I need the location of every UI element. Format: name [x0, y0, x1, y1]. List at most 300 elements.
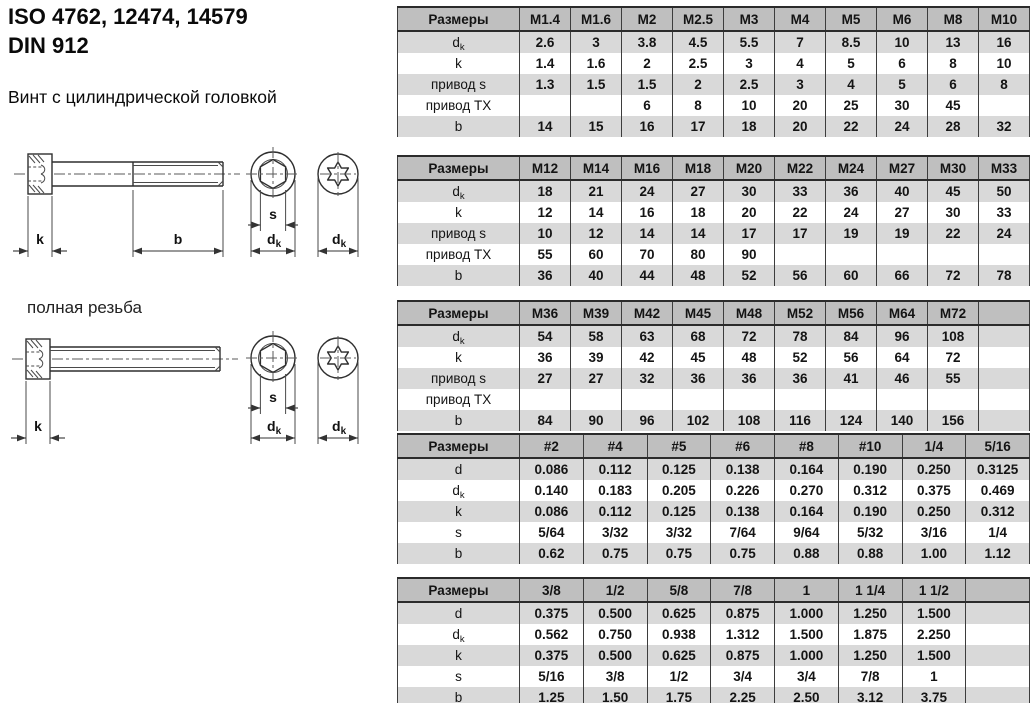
cell: 1.312	[711, 624, 775, 645]
size-column-header: 3/8	[520, 578, 584, 602]
cell: 41	[826, 368, 877, 389]
cell: 20	[775, 95, 826, 116]
size-column-header: M2	[622, 7, 673, 31]
cell: 0.226	[711, 480, 775, 501]
cell: 0.140	[520, 480, 584, 501]
s-dimension-label: s	[269, 389, 277, 405]
cell: 45	[928, 95, 979, 116]
row-label: b	[398, 687, 520, 703]
size-column-header: M36	[520, 301, 571, 325]
cell: 18	[673, 202, 724, 223]
empty-cell	[966, 666, 1030, 687]
cell: 7	[775, 31, 826, 53]
cell: 0.164	[775, 501, 839, 522]
cell: 36	[724, 368, 775, 389]
size-column-header: 5/16	[966, 434, 1030, 458]
cell: 124	[826, 410, 877, 431]
table-corner-header: Размеры	[398, 301, 520, 325]
crosshair-centerlines	[246, 147, 300, 201]
cell: 116	[775, 410, 826, 431]
table-inch-small	[397, 433, 1030, 564]
row-label: k	[398, 645, 520, 666]
row-label: b	[398, 116, 520, 137]
cell: 44	[622, 265, 673, 286]
row-label: привод s	[398, 368, 520, 389]
cell: 7/8	[838, 666, 902, 687]
empty-cell	[966, 624, 1030, 645]
cell: 46	[877, 368, 928, 389]
cell: 0.112	[583, 501, 647, 522]
size-column-header: M10	[979, 7, 1030, 31]
cell: 6	[928, 74, 979, 95]
table-row	[398, 410, 1030, 431]
cell: 6	[622, 95, 673, 116]
cell: 1.75	[647, 687, 711, 703]
empty-column-header	[979, 301, 1030, 325]
size-column-header: M3	[724, 7, 775, 31]
cell: 18	[724, 116, 775, 137]
cell: 18	[520, 180, 571, 202]
cell: 0.164	[775, 458, 839, 480]
row-label: привод TX	[398, 244, 520, 265]
table-row	[398, 223, 1030, 244]
cell: 5/64	[520, 522, 584, 543]
cell	[979, 95, 1030, 116]
cell: 2.5	[724, 74, 775, 95]
cell: 36	[520, 347, 571, 368]
cell: 48	[673, 265, 724, 286]
cell: 2.5	[673, 53, 724, 74]
cell: 3	[724, 53, 775, 74]
table-row	[398, 95, 1030, 116]
table-row	[398, 116, 1030, 137]
table-row	[398, 325, 1030, 347]
row-label: k	[398, 53, 520, 74]
cell: 0.086	[520, 458, 584, 480]
cell: 2.250	[902, 624, 966, 645]
screw-drawing-full-thread	[0, 295, 390, 480]
cell: 60	[571, 244, 622, 265]
table-row	[398, 543, 1030, 564]
size-column-header: 1	[775, 578, 839, 602]
cell: 3/32	[583, 522, 647, 543]
cell	[928, 244, 979, 265]
cell: 13	[928, 31, 979, 53]
cell: 156	[928, 410, 979, 431]
cell: 16	[979, 31, 1030, 53]
cell: 55	[928, 368, 979, 389]
cell: 0.62	[520, 543, 584, 564]
size-column-header: M39	[571, 301, 622, 325]
row-label: $d_k$	[398, 480, 520, 501]
cell	[826, 389, 877, 410]
cell: 0.75	[583, 543, 647, 564]
empty-cell	[979, 368, 1030, 389]
cell	[775, 389, 826, 410]
size-column-header: M6	[877, 7, 928, 31]
cell: 9/64	[775, 522, 839, 543]
cell: 0.875	[711, 602, 775, 624]
cell: 14	[622, 223, 673, 244]
cell: 8	[673, 95, 724, 116]
row-label: k	[398, 347, 520, 368]
size-column-header: M4	[775, 7, 826, 31]
cell: 0.88	[775, 543, 839, 564]
k-dimension-label: k	[34, 418, 42, 434]
cell: 80	[673, 244, 724, 265]
b-dimension-label: b	[173, 231, 183, 247]
size-column-header: #2	[520, 434, 584, 458]
row-label: привод TX	[398, 95, 520, 116]
cell: 2.50	[775, 687, 839, 703]
cell: 15	[571, 116, 622, 137]
cell	[571, 95, 622, 116]
cell: 90	[724, 244, 775, 265]
cell: 24	[979, 223, 1030, 244]
cell: 0.3125	[966, 458, 1030, 480]
cell	[673, 389, 724, 410]
cell: 90	[571, 410, 622, 431]
cell: 108	[724, 410, 775, 431]
cell: 56	[775, 265, 826, 286]
cell: 4	[826, 74, 877, 95]
cell: 50	[979, 180, 1030, 202]
table-row	[398, 202, 1030, 223]
table-metric-m12-m33	[397, 155, 1030, 286]
cell: 12	[571, 223, 622, 244]
row-label: b	[398, 410, 520, 431]
cell: 24	[622, 180, 673, 202]
table-row	[398, 687, 1030, 703]
cell: 2.25	[711, 687, 775, 703]
table-row	[398, 458, 1030, 480]
cell: 5	[826, 53, 877, 74]
table-row	[398, 74, 1030, 95]
page-title-din: DIN 912	[8, 33, 89, 58]
cell: 3/16	[902, 522, 966, 543]
cell: 0.625	[647, 645, 711, 666]
table-metric-m1-m10	[397, 6, 1030, 137]
cell: 56	[826, 347, 877, 368]
size-column-header: 1 1/2	[902, 578, 966, 602]
cell: 1.000	[775, 602, 839, 624]
empty-cell	[966, 645, 1030, 666]
cell: 1.50	[583, 687, 647, 703]
cell: 30	[877, 95, 928, 116]
cell	[520, 389, 571, 410]
cell	[622, 389, 673, 410]
cell: 36	[673, 368, 724, 389]
empty-cell	[979, 325, 1030, 347]
cell: 72	[928, 265, 979, 286]
cell: 27	[877, 202, 928, 223]
cell: 58	[571, 325, 622, 347]
cell: 22	[928, 223, 979, 244]
cell: 102	[673, 410, 724, 431]
cell: 20	[724, 202, 775, 223]
cell: 21	[571, 180, 622, 202]
cell: 64	[877, 347, 928, 368]
cell: 0.469	[966, 480, 1030, 501]
empty-column-header	[966, 578, 1030, 602]
cell: 0.750	[583, 624, 647, 645]
row-label: d	[398, 458, 520, 480]
cell: 3	[775, 74, 826, 95]
cell: 40	[877, 180, 928, 202]
cell: 0.190	[838, 458, 902, 480]
page-title-standards: ISO 4762, 12474, 14579	[8, 4, 248, 29]
cell: 14	[520, 116, 571, 137]
size-column-header: M18	[673, 156, 724, 180]
table-corner-header: Размеры	[398, 156, 520, 180]
cell: 33	[775, 180, 826, 202]
table-row	[398, 368, 1030, 389]
cell: 3	[571, 31, 622, 53]
cell	[877, 244, 928, 265]
cell: 1.875	[838, 624, 902, 645]
row-label: $d_k$	[398, 180, 520, 202]
cell: 1.3	[520, 74, 571, 95]
cell: 5/32	[838, 522, 902, 543]
row-label: $d_k$	[398, 624, 520, 645]
size-column-header: #4	[583, 434, 647, 458]
size-column-header: 5/8	[647, 578, 711, 602]
cell: 0.500	[583, 602, 647, 624]
cell: 84	[826, 325, 877, 347]
size-column-header: M8	[928, 7, 979, 31]
cell: 1.500	[902, 602, 966, 624]
size-column-header: #5	[647, 434, 711, 458]
cell: 2	[622, 53, 673, 74]
cell: 1.00	[902, 543, 966, 564]
cell: 1.000	[775, 645, 839, 666]
cell: 45	[928, 180, 979, 202]
cell: 17	[724, 223, 775, 244]
cell: 24	[877, 116, 928, 137]
cell	[928, 389, 979, 410]
cell: 96	[622, 410, 673, 431]
size-column-header: M42	[622, 301, 673, 325]
cell: 1.5	[571, 74, 622, 95]
size-column-header: M16	[622, 156, 673, 180]
cell: 16	[622, 202, 673, 223]
cell: 3/32	[647, 522, 711, 543]
cell: 45	[673, 347, 724, 368]
cell: 28	[928, 116, 979, 137]
size-column-header: M27	[877, 156, 928, 180]
cell: 0.125	[647, 458, 711, 480]
size-column-header: M2.5	[673, 7, 724, 31]
cell: 0.312	[966, 501, 1030, 522]
cell: 0.183	[583, 480, 647, 501]
cell: 39	[571, 347, 622, 368]
cell: 140	[877, 410, 928, 431]
size-column-header: M24	[826, 156, 877, 180]
cell: 10	[520, 223, 571, 244]
cell: 0.88	[838, 543, 902, 564]
cell: 52	[724, 265, 775, 286]
cell: 1.4	[520, 53, 571, 74]
size-column-header: M20	[724, 156, 775, 180]
cell	[979, 244, 1030, 265]
table-row	[398, 666, 1030, 687]
cell	[571, 389, 622, 410]
cell: 0.270	[775, 480, 839, 501]
table-metric-m36-m72	[397, 300, 1030, 431]
empty-cell	[966, 602, 1030, 624]
cell: 0.625	[647, 602, 711, 624]
cell: 27	[673, 180, 724, 202]
cell: 78	[979, 265, 1030, 286]
cell	[826, 244, 877, 265]
cell: 1.5	[622, 74, 673, 95]
row-label: s	[398, 522, 520, 543]
cell: 16	[622, 116, 673, 137]
cell: 24	[826, 202, 877, 223]
cell: 27	[520, 368, 571, 389]
row-label: привод TX	[398, 389, 520, 410]
cell: 0.375	[520, 602, 584, 624]
table-row	[398, 624, 1030, 645]
cell: 1.12	[966, 543, 1030, 564]
cell: 40	[571, 265, 622, 286]
size-column-header: 1/2	[583, 578, 647, 602]
size-column-header: M52	[775, 301, 826, 325]
table-row	[398, 480, 1030, 501]
cell: 42	[622, 347, 673, 368]
cell: 3/8	[583, 666, 647, 687]
cell: 108	[928, 325, 979, 347]
cell: 48	[724, 347, 775, 368]
size-column-header: 1/4	[902, 434, 966, 458]
cell: 0.125	[647, 501, 711, 522]
size-column-header: M12	[520, 156, 571, 180]
cell	[775, 244, 826, 265]
cell: 72	[928, 347, 979, 368]
cell: 3/4	[775, 666, 839, 687]
cell: 3.8	[622, 31, 673, 53]
cell	[877, 389, 928, 410]
cell: 6	[877, 53, 928, 74]
row-label: d	[398, 602, 520, 624]
table-corner-header: Размеры	[398, 578, 520, 602]
size-column-header: M56	[826, 301, 877, 325]
cell: 1.250	[838, 602, 902, 624]
cell: 1.25	[520, 687, 584, 703]
row-label: b	[398, 265, 520, 286]
cell: 0.75	[647, 543, 711, 564]
cell: 60	[826, 265, 877, 286]
cell: 22	[775, 202, 826, 223]
cell: 8	[928, 53, 979, 74]
cell: 27	[571, 368, 622, 389]
cell: 1.500	[902, 645, 966, 666]
empty-cell	[979, 389, 1030, 410]
cell: 0.190	[838, 501, 902, 522]
cell: 36	[775, 368, 826, 389]
full-thread-note: полная резьба	[27, 298, 142, 317]
k-extension-lines	[26, 381, 50, 444]
table-row	[398, 265, 1030, 286]
table-corner-header: Размеры	[398, 434, 520, 458]
size-column-header: M30	[928, 156, 979, 180]
size-column-header: M22	[775, 156, 826, 180]
size-column-header: 1 1/4	[838, 578, 902, 602]
cell: 5.5	[724, 31, 775, 53]
row-label: привод s	[398, 74, 520, 95]
row-label: k	[398, 501, 520, 522]
cell: 52	[775, 347, 826, 368]
cell: 19	[877, 223, 928, 244]
cell: 30	[724, 180, 775, 202]
cell: 36	[520, 265, 571, 286]
cell: 78	[775, 325, 826, 347]
row-label: привод s	[398, 223, 520, 244]
cell: 1.6	[571, 53, 622, 74]
table-row	[398, 602, 1030, 624]
cell: 1	[902, 666, 966, 687]
row-label: $d_k$	[398, 325, 520, 347]
cell: 7/64	[711, 522, 775, 543]
cell: 0.875	[711, 645, 775, 666]
table-corner-header: Размеры	[398, 7, 520, 31]
cell: 0.138	[711, 458, 775, 480]
cell: 17	[673, 116, 724, 137]
empty-cell	[979, 410, 1030, 431]
cell: 0.562	[520, 624, 584, 645]
cell: 68	[673, 325, 724, 347]
size-column-header: M45	[673, 301, 724, 325]
table-row	[398, 244, 1030, 265]
cell: 5	[877, 74, 928, 95]
cell: 72	[724, 325, 775, 347]
cell: 2.6	[520, 31, 571, 53]
product-name: Винт с цилиндрической головкой	[8, 87, 277, 107]
cell: 3.12	[838, 687, 902, 703]
cell: 30	[928, 202, 979, 223]
cell: 33	[979, 202, 1030, 223]
cell: 19	[826, 223, 877, 244]
empty-cell	[966, 687, 1030, 703]
table-row	[398, 180, 1030, 202]
cell: 2	[673, 74, 724, 95]
cell: 14	[571, 202, 622, 223]
size-column-header: M5	[826, 7, 877, 31]
crosshair-centerlines	[246, 331, 300, 385]
size-column-header: M64	[877, 301, 928, 325]
row-label: k	[398, 202, 520, 223]
size-column-header: M14	[571, 156, 622, 180]
row-label: b	[398, 543, 520, 564]
cell: 10	[877, 31, 928, 53]
cell: 0.375	[902, 480, 966, 501]
dk-dimension-label: $d_k$	[267, 231, 282, 250]
cell: 55	[520, 244, 571, 265]
cell: 0.205	[647, 480, 711, 501]
cell: 4	[775, 53, 826, 74]
dk-dimension-label: $d_k$	[332, 418, 347, 437]
size-column-header: M1.6	[571, 7, 622, 31]
cell: 32	[979, 116, 1030, 137]
cell: 22	[826, 116, 877, 137]
cell: 0.112	[583, 458, 647, 480]
empty-cell	[979, 347, 1030, 368]
cell: 0.250	[902, 501, 966, 522]
size-column-header: M33	[979, 156, 1030, 180]
cell: 84	[520, 410, 571, 431]
cell: 20	[775, 116, 826, 137]
k-dimension-label: k	[36, 231, 44, 247]
